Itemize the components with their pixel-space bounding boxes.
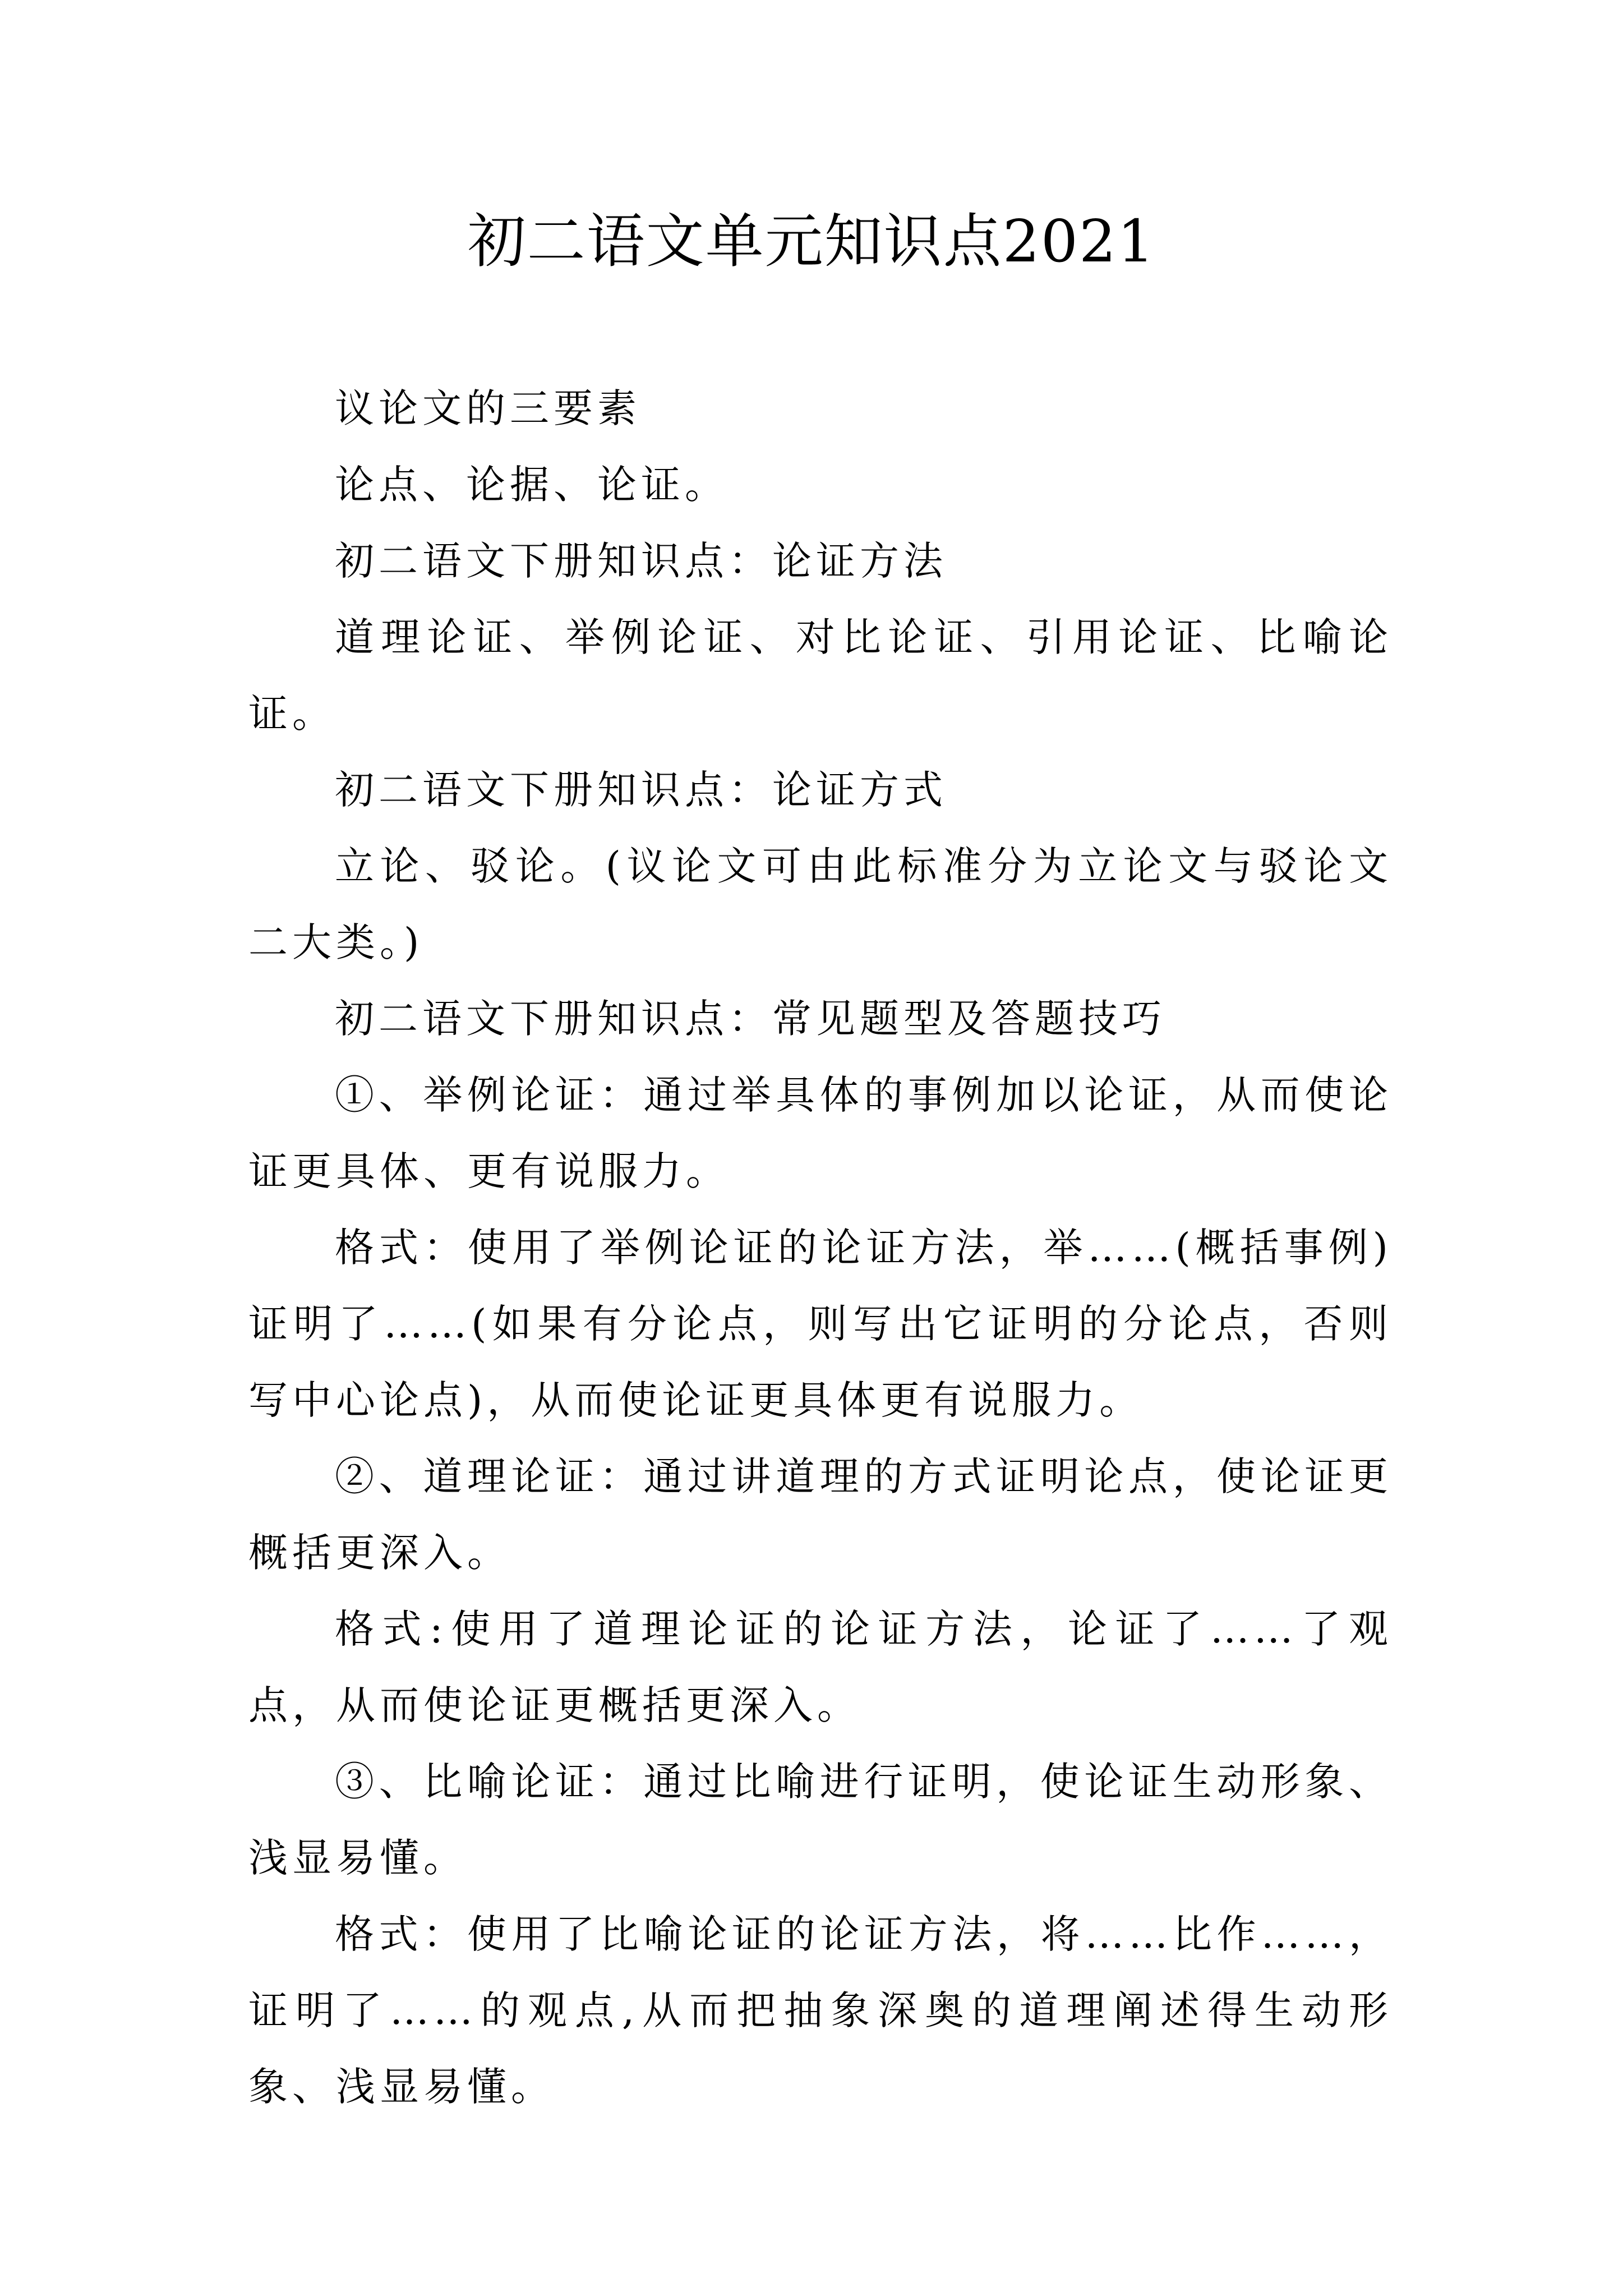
document-body (248, 370, 1393, 2125)
paragraph-reasoning-format: 格式:使用了道理论证的论证方法，论证了……了观点，从而使论证更概括更深入。 (248, 1606, 1393, 1728)
paragraph-metaphor-format: 格式：使用了比喻论证的论证方法，将……比作……，证明了……的观点,从而把抽象深奥的道理阐述得生动形象、浅显易懂。 (248, 1911, 1393, 2110)
paragraph-heading-elements: 议论文的三要素 (335, 385, 641, 431)
document-title: 初二语文单元知识点2021 (467, 207, 1156, 275)
paragraph-elements-list: 论点、论据、论证。 (335, 462, 728, 508)
paragraph-methods-list: 道理论证、举例论证、对比论证、引用论证、比喻论证。 (248, 614, 1393, 737)
paragraph-example-format: 格式：使用了举例论证的论证方法，举……(概括事例)证明了……(如果有分论点，则写出它证明的分论点，否则写中心论点)，从而使论证更具体更有说服力。 (248, 1225, 1393, 1423)
paragraph-example-argument: ①、举例论证：通过举具体的事例加以论证，从而使论证更具体、更有说服力。 (248, 1072, 1393, 1194)
paragraph-heading-methods: 初二语文下册知识点：论证方法 (335, 538, 947, 584)
paragraph-metaphor-argument: ③、比喻论证：通过比喻进行证明，使论证生动形象、浅显易懂。 (248, 1759, 1393, 1881)
paragraph-heading-question-types: 初二语文下册知识点：常见题型及答题技巧 (335, 996, 1166, 1042)
paragraph-heading-forms: 初二语文下册知识点：论证方式 (335, 767, 947, 813)
paragraph-reasoning-argument: ②、道理论证：通过讲道理的方式证明论点，使论证更概括更深入。 (248, 1453, 1393, 1576)
paragraph-forms-list: 立论、驳论。(议论文可由此标准分为立论文与驳论文二大类。) (248, 843, 1393, 965)
